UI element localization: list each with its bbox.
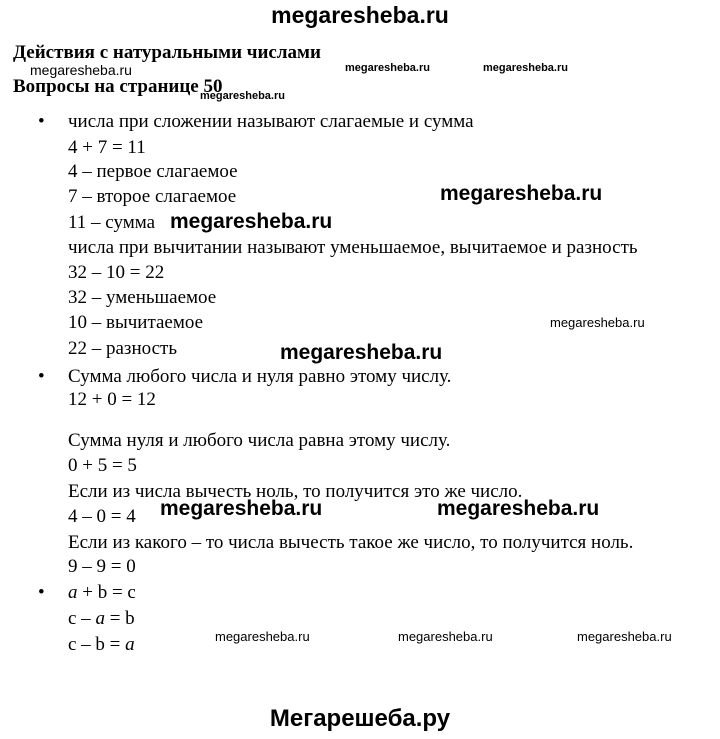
text-line: Сумма нуля и любого числа равна этому числу.	[68, 430, 451, 451]
watermark-footer: Мегарешеба.ру	[269, 705, 451, 732]
watermark: megaresheba.ru	[437, 497, 600, 520]
formula-text: c –	[68, 608, 96, 629]
text-line: 4 – первое слагаемое	[68, 161, 238, 182]
text-line: 4 – 0 = 4	[68, 506, 136, 527]
text-line: числа при сложении называют слагаемые и сумма	[68, 111, 474, 132]
bullet: •	[38, 366, 45, 387]
bullet: •	[38, 111, 45, 132]
var-a: a	[95, 608, 105, 629]
text-line: Сумма любого числа и нуля равно этому числу.	[68, 366, 452, 387]
text-line: 32 – уменьшаемое	[68, 287, 217, 308]
watermark: megaresheba.ru	[345, 62, 430, 74]
watermark: megaresheba.ru	[170, 210, 333, 233]
text-line: 22 – разность	[68, 338, 177, 359]
watermark: megaresheba.ru	[160, 497, 323, 520]
watermark: megaresheba.ru	[215, 629, 310, 644]
watermark: megaresheba.ru	[200, 90, 285, 102]
text-line: числа при вычитании называют уменьшаемое, вычитаемое и разность	[68, 237, 638, 258]
watermark-header: megaresheba.ru	[271, 2, 449, 28]
watermark: megaresheba.ru	[483, 62, 568, 74]
text-line: 9 – 9 = 0	[68, 556, 136, 577]
text-line: 4 + 7 = 11	[68, 137, 146, 158]
bullet: •	[38, 582, 45, 603]
text-line: Если из числа вычесть ноль, то получится это же число.	[68, 481, 523, 502]
var-a: a	[125, 634, 135, 655]
text-line: 32 – 10 = 22	[68, 262, 165, 283]
text-line: 7 – второе слагаемое	[68, 186, 237, 207]
var-a: a	[68, 582, 78, 603]
text-line: 10 – вычитаемое	[68, 312, 204, 333]
watermark: megaresheba.ru	[440, 182, 603, 205]
text-line: 11 – сумма	[68, 212, 156, 233]
watermark: megaresheba.ru	[398, 629, 493, 644]
formula-line	[68, 581, 136, 605]
formula-line	[68, 633, 135, 657]
watermark: megaresheba.ru	[550, 315, 645, 330]
text-line: Если из какого – то числа вычесть такое же число, то получится ноль.	[68, 532, 634, 553]
watermark: megaresheba.ru	[577, 629, 672, 644]
text-line: 12 + 0 = 12	[68, 389, 156, 410]
formula-text: + b = c	[77, 582, 136, 603]
watermark: megaresheba.ru	[280, 341, 443, 364]
formula-text: c – b =	[68, 634, 126, 655]
formula-text: = b	[104, 608, 135, 629]
text-line: 0 + 5 = 5	[68, 455, 137, 476]
formula-line	[68, 607, 135, 631]
page-title: Действия с натуральными числами	[13, 42, 321, 63]
watermark: megaresheba.ru	[30, 62, 132, 78]
page-subtitle: Вопросы на странице 50	[13, 76, 223, 97]
